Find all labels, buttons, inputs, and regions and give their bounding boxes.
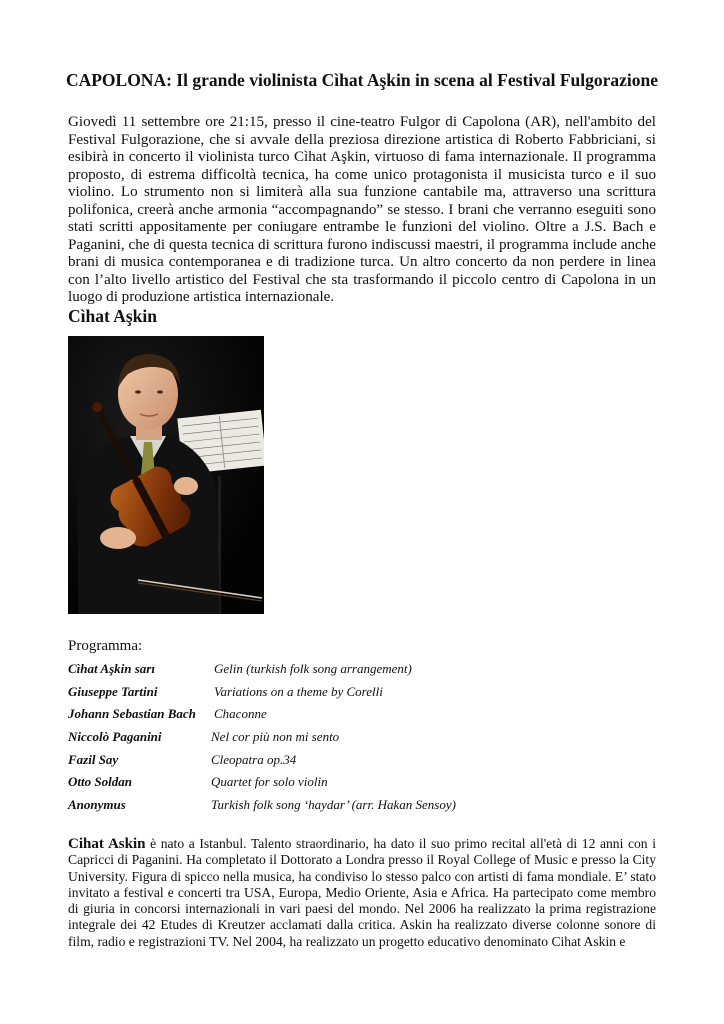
article-title: CAPOLONA: Il grande violinista Cìhat Aşkin in scena al Festival Fulgorazione — [65, 70, 659, 90]
program-item — [68, 661, 668, 684]
bio-text: è nato a Istanbul. Talento straordinario, ha dato il suo primo recital all'età di 12 anni con i Capricci di Paganini. Ha completato il Dottorato a Londra presso il Royal College of Music e presso la City University. Figura di spicco nella musica, ha condiviso lo stesso palco con artisti di fama mondiale. E’ stato invitato a festival e concerti tra USA, Europa, Medio Oriente, Asia e Africa. Ha partecipato come membro di giuria in concorsi internazionali in vari paesi del mondo. Nel 2006 ha realizzato la prima registrazione integrale dei 42 Etudes di Kreutzer acclamati dalla critica. Askin ha realizzato diverse colonne sonore di film, radio e registrazioni TV. Nel 2004, ha realizzato un progetto educativo denominato Cihat Askin e — [68, 836, 656, 949]
program-label: Programma: — [68, 638, 143, 654]
violinist-photo — [68, 336, 264, 614]
program-work: Chaconne — [214, 706, 267, 722]
program-composer: Johann Sebastian Bach — [68, 706, 196, 722]
program-item — [68, 684, 668, 707]
program-work: Cleopatra op.34 — [211, 751, 297, 767]
program-item — [68, 752, 668, 775]
intro-paragraph: Giovedì 11 settembre ore 21:15, presso il cine-teatro Fulgor di Capolona (AR), nell'ambito del Festival Fulgorazione, che si avvale della preziosa direzione artistica di Roberto Fabbriciani, si esibirà in concerto il violinista turco Cìhat Aşkin, virtuoso di fama internazionale. Il programma proposto, di estrema difficoltà tecnica, ha come unico protagonista il musicista turco e il suo violino. Lo strumento non si limiterà alla sua funzione cantabile ma, attraverso una scrittura polifonica, creerà anche armonia “accompagnando” se stesso. I brani che verranno eseguiti sono stati scritti appositamente per coniugare entrambe le funzioni del violino. Oltre a J.S. Bach e Paganini, che di questa tecnica di scrittura furono indiscussi maestri, il programma include anche brani di musica contemporanea e di tradizione turca. Un altro concerto da non perdere in linea con l’alto livello artistico del Festival che sta trasformando il piccolo centro di Capolona in un luogo di produzione artistica internazionale. — [68, 114, 656, 305]
program-composer: Anonymus — [68, 797, 126, 813]
bio-name: Cihat Askin — [68, 836, 146, 852]
section-heading: Cìhat Aşkin — [68, 306, 157, 326]
program-list — [68, 661, 668, 820]
program-work: Turkish folk song ‘haydar’ (arr. Hakan Sensoy) — [211, 797, 456, 813]
program-composer: Cìhat Aşkin sarı — [68, 661, 155, 676]
program-item — [68, 706, 668, 729]
program-composer: Giuseppe Tartini — [68, 683, 158, 699]
program-composer: Otto Soldan — [68, 774, 132, 790]
bio-paragraph — [68, 836, 656, 950]
program-work: Gelin (turkish folk song arrangement) — [214, 661, 412, 676]
program-item — [68, 797, 668, 820]
program-item — [68, 774, 668, 797]
program-work: Quartet for solo violin — [211, 774, 328, 790]
program-composer: Fazil Say — [68, 751, 119, 767]
program-item — [68, 729, 668, 752]
program-composer: Niccolò Paganini — [68, 729, 162, 745]
program-work: Variations on a theme by Corelli — [214, 683, 383, 699]
portrait-of-violinist-icon — [68, 336, 264, 614]
program-work: Nel cor più non mi sento — [211, 729, 340, 745]
